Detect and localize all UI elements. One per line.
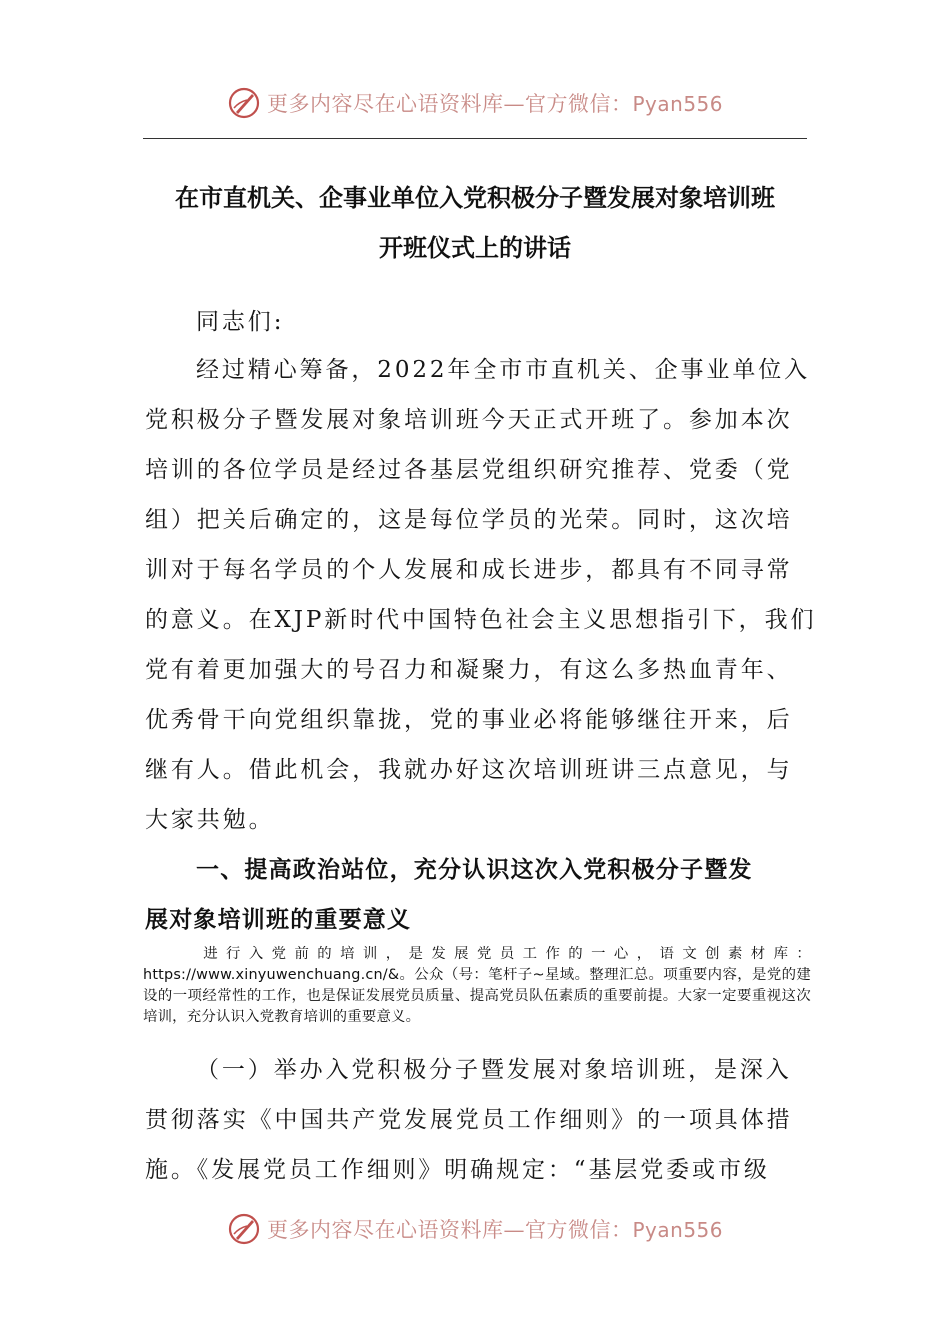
- inserted-note-paragraph: 进行入党前的培训，是发展党员工作的一心，语文创素材库：https://www.xinyuwenchuang.cn/&。公众（号：笔杆子~星域。整理汇总。项重要内容，是党的建设的一项经常性的工作，也是保证发展党员质量、提高党员队伍素质的重要前提。大家一定要重视这次培训，充分认识入党教育培训的重要意义。: [143, 946, 811, 1025]
- body-line: 训对于每名学员的个人发展和成长进步，都具有不同寻常: [145, 557, 793, 583]
- section-heading-line-2: 展对象培训班的重要意义: [145, 907, 412, 933]
- document-title-line-1: 在市直机关、企事业单位入党积极分子暨发展对象培训班: [175, 184, 775, 212]
- body-line: 党积极分子暨发展对象培训班今天正式开班了。参加本次: [145, 407, 793, 433]
- salutation: 同志们:: [196, 309, 285, 335]
- quill-logo-icon: [227, 86, 261, 120]
- watermark-text: 更多内容尽在心语资料库—官方微信：Pyan556: [266, 1218, 723, 1242]
- body-line: 贯彻落实《中国共产党发展党员工作细则》的一项具体措: [145, 1107, 793, 1133]
- body-line: 继有人。借此机会，我就办好这次培训班讲三点意见，与: [145, 757, 793, 783]
- quill-logo-icon: [227, 1212, 261, 1246]
- body-line: 培训的各位学员是经过各基层党组织研究推荐、党委（党: [145, 457, 793, 483]
- footer-watermark-banner: [0, 1206, 950, 1252]
- wechat-id: Pyan556: [632, 1218, 723, 1242]
- body-line: 优秀骨干向党组织靠拢，党的事业必将能够继往开来，后: [145, 707, 793, 733]
- body-line: 经过精心筹备，2022年全市市直机关、企事业单位入: [196, 357, 811, 383]
- body-line: （一）举办入党积极分子暨发展对象培训班，是深入: [196, 1057, 792, 1083]
- header-watermark-banner: [0, 80, 950, 126]
- header-rule: [143, 138, 807, 139]
- wechat-id: Pyan556: [632, 92, 723, 116]
- body-line: 的意义。在XJP新时代中国特色社会主义思想指引下，我们: [145, 607, 817, 633]
- body-line: 组）把关后确定的，这是每位学员的光荣。同时，这次培: [145, 507, 793, 533]
- watermark-text: 更多内容尽在心语资料库—官方微信：Pyan556: [266, 92, 723, 116]
- body-line: 党有着更加强大的号召力和凝聚力，有这么多热血青年、: [145, 657, 793, 683]
- document-title-line-2: 开班仪式上的讲话: [379, 234, 571, 262]
- section-heading-line-1: 一、提高政治站位，充分认识这次入党积极分子暨发: [196, 857, 753, 883]
- body-line: 大家共勉。: [145, 807, 275, 833]
- body-line: 施。《发展党员工作细则》明确规定：“基层党委或市级: [145, 1157, 770, 1183]
